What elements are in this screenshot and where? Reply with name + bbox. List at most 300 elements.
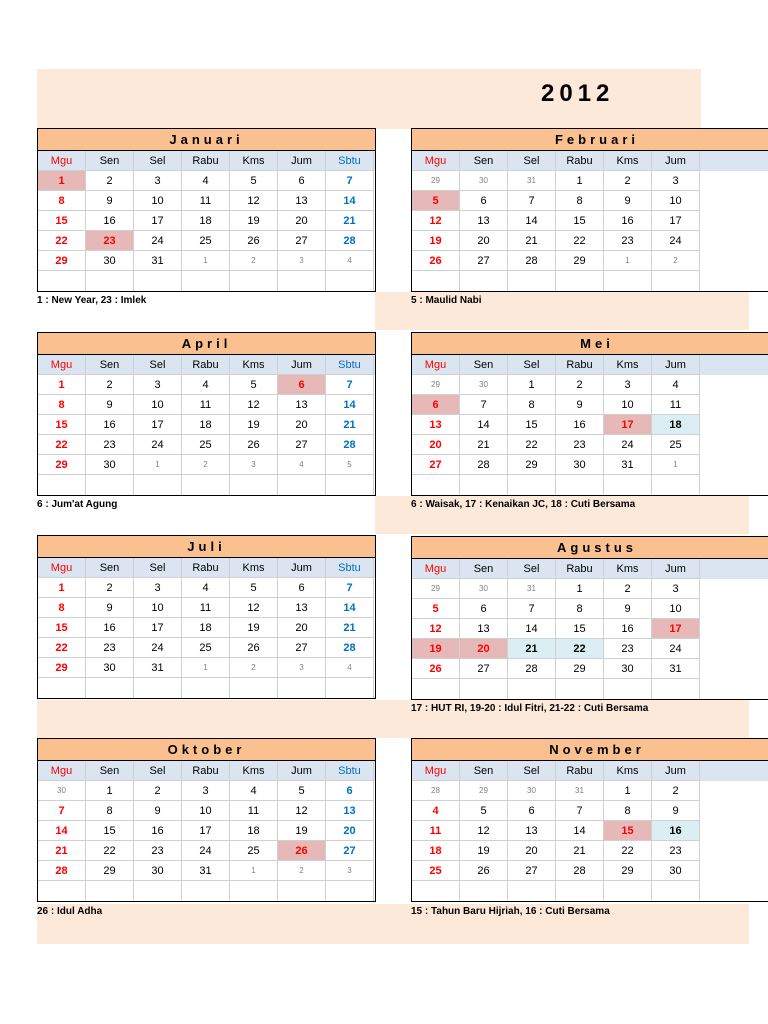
day-cell: 20: [278, 618, 326, 638]
day-cell: 27: [460, 251, 508, 271]
day-cell: [230, 475, 278, 495]
week-row: [412, 881, 768, 901]
day-cell: [508, 881, 556, 901]
day-cell: 14: [460, 415, 508, 435]
day-cell: 12: [230, 598, 278, 618]
day-cell: 1: [38, 171, 86, 191]
day-cell: 15: [38, 211, 86, 231]
weekday-header: Sen: [86, 355, 134, 375]
day-cell: [278, 271, 326, 291]
day-cell: 16: [134, 821, 182, 841]
day-cell: 28: [412, 781, 460, 801]
weekday-header-row: [38, 761, 375, 781]
weekday-header: Mgu: [412, 761, 460, 781]
weekday-header: Mgu: [412, 559, 460, 579]
day-cell: 18: [412, 841, 460, 861]
day-cell: 1: [182, 251, 230, 271]
day-cell: 25: [182, 638, 230, 658]
weekday-header: Kms: [604, 559, 652, 579]
day-cell: 30: [460, 375, 508, 395]
weekday-header: Sbtu: [326, 355, 374, 375]
day-cell: [38, 271, 86, 291]
day-cell: [86, 271, 134, 291]
day-cell: 12: [230, 395, 278, 415]
weekday-header: Kms: [604, 355, 652, 375]
month-title: April: [38, 333, 375, 355]
weekday-header: Jum: [278, 761, 326, 781]
day-cell: 4: [182, 375, 230, 395]
weekday-header: Sen: [460, 761, 508, 781]
week-row: [38, 455, 375, 475]
day-cell: 5: [230, 375, 278, 395]
day-cell: 16: [604, 619, 652, 639]
weekday-header: Sen: [86, 151, 134, 171]
day-cell: 6: [460, 191, 508, 211]
weekday-header: Sbtu: [326, 151, 374, 171]
day-cell: [230, 271, 278, 291]
day-cell: 30: [604, 659, 652, 679]
day-cell: [326, 475, 374, 495]
day-cell: 31: [508, 579, 556, 599]
month-title: Januari: [38, 129, 375, 151]
day-cell: 7: [508, 599, 556, 619]
weekday-header-row: [412, 151, 768, 171]
weekday-header: Mgu: [38, 761, 86, 781]
month-title: Juli: [38, 536, 375, 558]
week-row: [412, 231, 768, 251]
day-cell: 1: [86, 781, 134, 801]
day-cell: 11: [230, 801, 278, 821]
day-cell: 23: [556, 435, 604, 455]
band-note-4: [37, 904, 749, 944]
day-cell: 25: [182, 231, 230, 251]
week-row: [412, 415, 768, 435]
weekday-header: Sen: [460, 151, 508, 171]
day-cell: 7: [326, 578, 374, 598]
day-cell: 6: [278, 171, 326, 191]
day-cell: 10: [134, 598, 182, 618]
day-cell: 5: [460, 801, 508, 821]
day-cell: 30: [556, 455, 604, 475]
day-cell: 19: [230, 618, 278, 638]
weekday-header: Sel: [134, 558, 182, 578]
day-cell: 30: [86, 658, 134, 678]
week-row: [38, 271, 375, 291]
weekday-header: Sel: [134, 355, 182, 375]
day-cell: 28: [460, 455, 508, 475]
day-cell: 14: [38, 821, 86, 841]
weekday-header: Rabu: [182, 761, 230, 781]
day-cell: 12: [412, 619, 460, 639]
day-cell: 5: [412, 191, 460, 211]
day-cell: 3: [278, 658, 326, 678]
weekday-header: Sen: [86, 761, 134, 781]
day-cell: 17: [182, 821, 230, 841]
day-cell: 11: [182, 598, 230, 618]
day-cell: 15: [38, 415, 86, 435]
weekday-header: Rabu: [556, 151, 604, 171]
day-cell: 13: [326, 801, 374, 821]
day-cell: 12: [460, 821, 508, 841]
week-row: [412, 579, 768, 599]
day-cell: 31: [604, 455, 652, 475]
day-cell: 31: [556, 781, 604, 801]
day-cell: [460, 475, 508, 495]
day-cell: 25: [230, 841, 278, 861]
day-cell: 24: [182, 841, 230, 861]
month-title: Mei: [412, 333, 768, 355]
day-cell: [326, 271, 374, 291]
day-cell: 4: [278, 455, 326, 475]
week-row: [412, 191, 768, 211]
day-cell: 16: [86, 415, 134, 435]
day-cell: 10: [134, 191, 182, 211]
day-cell: [556, 679, 604, 699]
day-cell: 12: [278, 801, 326, 821]
holiday-note: 17 : HUT RI, 19-20 : Idul Fitri, 21-22 : Cuti Bersama: [411, 703, 649, 714]
weekday-header: Mgu: [38, 558, 86, 578]
band-left-3: [37, 700, 375, 738]
weekday-header-row: [412, 559, 768, 579]
weekday-header: Jum: [652, 355, 700, 375]
day-cell: 24: [134, 231, 182, 251]
day-cell: 9: [604, 191, 652, 211]
day-cell: 13: [412, 415, 460, 435]
day-cell: 3: [604, 375, 652, 395]
day-cell: [230, 678, 278, 698]
day-cell: 26: [230, 435, 278, 455]
day-cell: 27: [278, 231, 326, 251]
day-cell: 7: [38, 801, 86, 821]
day-cell: 29: [412, 375, 460, 395]
day-cell: 8: [556, 599, 604, 619]
day-cell: 22: [38, 638, 86, 658]
day-cell: 22: [556, 639, 604, 659]
day-cell: 22: [556, 231, 604, 251]
weekday-header: Sel: [134, 151, 182, 171]
week-row: [412, 841, 768, 861]
day-cell: 5: [326, 455, 374, 475]
day-cell: 8: [86, 801, 134, 821]
day-cell: 9: [134, 801, 182, 821]
day-cell: 9: [652, 801, 700, 821]
weekday-header-row: [38, 151, 375, 171]
day-cell: 21: [326, 618, 374, 638]
week-row: [38, 171, 375, 191]
day-cell: 10: [182, 801, 230, 821]
day-cell: 2: [182, 455, 230, 475]
day-cell: 16: [556, 415, 604, 435]
weekday-header: Rabu: [556, 761, 604, 781]
day-cell: 3: [652, 579, 700, 599]
week-row: [38, 251, 375, 271]
day-cell: 26: [460, 861, 508, 881]
day-cell: [460, 271, 508, 291]
holiday-note: 1 : New Year, 23 : Imlek: [37, 295, 147, 306]
day-cell: 28: [38, 861, 86, 881]
day-cell: 17: [134, 211, 182, 231]
day-cell: [278, 475, 326, 495]
day-cell: [652, 271, 700, 291]
day-cell: 3: [278, 251, 326, 271]
day-cell: 17: [134, 618, 182, 638]
day-cell: [604, 475, 652, 495]
day-cell: 16: [652, 821, 700, 841]
day-cell: 4: [412, 801, 460, 821]
day-cell: [86, 881, 134, 901]
weekday-header: Rabu: [182, 355, 230, 375]
day-cell: 5: [278, 781, 326, 801]
day-cell: 13: [460, 619, 508, 639]
day-cell: [556, 271, 604, 291]
day-cell: 9: [86, 395, 134, 415]
day-cell: 28: [326, 638, 374, 658]
day-cell: 6: [460, 599, 508, 619]
day-cell: 17: [652, 619, 700, 639]
day-cell: 20: [412, 435, 460, 455]
day-cell: [182, 271, 230, 291]
day-cell: [86, 475, 134, 495]
day-cell: 26: [230, 638, 278, 658]
day-cell: 18: [652, 415, 700, 435]
week-row: [38, 395, 375, 415]
day-cell: 27: [278, 435, 326, 455]
day-cell: 1: [556, 171, 604, 191]
day-cell: 9: [604, 599, 652, 619]
week-row: [412, 599, 768, 619]
day-cell: [38, 678, 86, 698]
day-cell: 22: [508, 435, 556, 455]
day-cell: 15: [86, 821, 134, 841]
day-cell: 3: [230, 455, 278, 475]
day-cell: [230, 881, 278, 901]
day-cell: 28: [326, 435, 374, 455]
day-cell: 31: [134, 251, 182, 271]
day-cell: 11: [182, 191, 230, 211]
day-cell: 9: [556, 395, 604, 415]
day-cell: 18: [182, 415, 230, 435]
day-cell: 3: [134, 578, 182, 598]
day-cell: 28: [508, 659, 556, 679]
day-cell: 19: [412, 231, 460, 251]
weekday-header: Sel: [508, 151, 556, 171]
day-cell: 21: [460, 435, 508, 455]
day-cell: 8: [38, 395, 86, 415]
day-cell: 6: [326, 781, 374, 801]
month-title: Oktober: [38, 739, 375, 761]
calendar-jul: [37, 535, 376, 699]
weekday-header: Jum: [278, 355, 326, 375]
weekday-header-row: [38, 355, 375, 375]
day-cell: 20: [326, 821, 374, 841]
week-row: [38, 638, 375, 658]
day-cell: 8: [38, 191, 86, 211]
day-cell: 30: [86, 251, 134, 271]
day-cell: [604, 271, 652, 291]
day-cell: 14: [508, 619, 556, 639]
day-cell: 21: [38, 841, 86, 861]
day-cell: 2: [230, 658, 278, 678]
day-cell: [556, 475, 604, 495]
weekday-header-row: [38, 558, 375, 578]
day-cell: 14: [326, 395, 374, 415]
week-row: [38, 231, 375, 251]
day-cell: 1: [38, 578, 86, 598]
day-cell: 27: [278, 638, 326, 658]
holiday-note: 15 : Tahun Baru Hijriah, 16 : Cuti Bersama: [411, 906, 610, 917]
day-cell: 17: [134, 415, 182, 435]
day-cell: 14: [556, 821, 604, 841]
day-cell: 3: [134, 171, 182, 191]
day-cell: 3: [326, 861, 374, 881]
day-cell: 19: [412, 639, 460, 659]
week-row: [38, 415, 375, 435]
day-cell: [652, 679, 700, 699]
day-cell: 29: [508, 455, 556, 475]
day-cell: [134, 271, 182, 291]
day-cell: [412, 475, 460, 495]
day-cell: 28: [326, 231, 374, 251]
day-cell: 29: [412, 579, 460, 599]
day-cell: 24: [652, 231, 700, 251]
day-cell: 4: [652, 375, 700, 395]
day-cell: 30: [38, 781, 86, 801]
day-cell: 30: [460, 171, 508, 191]
day-cell: 18: [230, 821, 278, 841]
day-cell: 13: [278, 395, 326, 415]
weekday-header: Kms: [604, 151, 652, 171]
day-cell: 30: [652, 861, 700, 881]
day-cell: 3: [182, 781, 230, 801]
day-cell: 25: [412, 861, 460, 881]
weekday-header: Mgu: [412, 355, 460, 375]
week-row: [412, 171, 768, 191]
calendar-jan: [37, 128, 376, 292]
weekday-header: Sel: [508, 761, 556, 781]
day-cell: [134, 475, 182, 495]
week-row: [38, 881, 375, 901]
weekday-header: Mgu: [38, 151, 86, 171]
day-cell: 31: [134, 658, 182, 678]
day-cell: 5: [230, 171, 278, 191]
day-cell: 29: [556, 251, 604, 271]
week-row: [38, 801, 375, 821]
day-cell: [604, 679, 652, 699]
day-cell: 26: [278, 841, 326, 861]
day-cell: [86, 678, 134, 698]
day-cell: [604, 881, 652, 901]
day-cell: 20: [278, 415, 326, 435]
week-row: [38, 678, 375, 698]
day-cell: [182, 881, 230, 901]
day-cell: 25: [652, 435, 700, 455]
day-cell: 16: [86, 211, 134, 231]
week-row: [38, 781, 375, 801]
week-row: [38, 375, 375, 395]
day-cell: 17: [652, 211, 700, 231]
day-cell: 19: [230, 211, 278, 231]
day-cell: 22: [38, 435, 86, 455]
day-cell: 23: [604, 231, 652, 251]
week-row: [412, 861, 768, 881]
day-cell: 7: [326, 375, 374, 395]
year-title: 2012: [541, 80, 615, 107]
day-cell: 27: [508, 861, 556, 881]
day-cell: [508, 271, 556, 291]
day-cell: [460, 679, 508, 699]
day-cell: [134, 678, 182, 698]
day-cell: 30: [86, 455, 134, 475]
week-row: [412, 821, 768, 841]
holiday-note: 6 : Waisak, 17 : Kenaikan JC, 18 : Cuti Bersama: [411, 499, 636, 510]
day-cell: [412, 679, 460, 699]
day-cell: 7: [508, 191, 556, 211]
day-cell: 30: [134, 861, 182, 881]
day-cell: 10: [134, 395, 182, 415]
day-cell: [652, 881, 700, 901]
day-cell: 30: [508, 781, 556, 801]
day-cell: 2: [604, 171, 652, 191]
day-cell: 31: [652, 659, 700, 679]
day-cell: 2: [86, 171, 134, 191]
day-cell: 22: [86, 841, 134, 861]
day-cell: 1: [508, 375, 556, 395]
day-cell: 21: [508, 639, 556, 659]
day-cell: [182, 678, 230, 698]
day-cell: 1: [604, 251, 652, 271]
day-cell: 26: [412, 251, 460, 271]
day-cell: 8: [604, 801, 652, 821]
week-row: [412, 435, 768, 455]
day-cell: 5: [230, 578, 278, 598]
day-cell: 1: [230, 861, 278, 881]
day-cell: 2: [652, 251, 700, 271]
day-cell: 29: [38, 658, 86, 678]
day-cell: 13: [278, 191, 326, 211]
day-cell: 20: [460, 639, 508, 659]
day-cell: 8: [508, 395, 556, 415]
day-cell: [326, 678, 374, 698]
day-cell: [508, 475, 556, 495]
day-cell: 2: [278, 861, 326, 881]
day-cell: 29: [38, 455, 86, 475]
week-row: [412, 679, 768, 699]
weekday-header: Sbtu: [326, 761, 374, 781]
day-cell: 6: [278, 375, 326, 395]
day-cell: 28: [556, 861, 604, 881]
day-cell: 10: [652, 599, 700, 619]
day-cell: 23: [652, 841, 700, 861]
day-cell: 1: [38, 375, 86, 395]
day-cell: 1: [182, 658, 230, 678]
day-cell: 2: [556, 375, 604, 395]
weekday-header: Jum: [278, 558, 326, 578]
day-cell: 4: [182, 578, 230, 598]
week-row: [38, 618, 375, 638]
calendar-apr: [37, 332, 376, 496]
day-cell: 14: [326, 191, 374, 211]
day-cell: 7: [460, 395, 508, 415]
day-cell: 25: [182, 435, 230, 455]
day-cell: 21: [326, 415, 374, 435]
day-cell: 18: [182, 211, 230, 231]
week-row: [412, 455, 768, 475]
day-cell: 31: [182, 861, 230, 881]
month-title: November: [412, 739, 768, 761]
week-row: [412, 375, 768, 395]
day-cell: [38, 475, 86, 495]
weekday-header: Kms: [604, 761, 652, 781]
